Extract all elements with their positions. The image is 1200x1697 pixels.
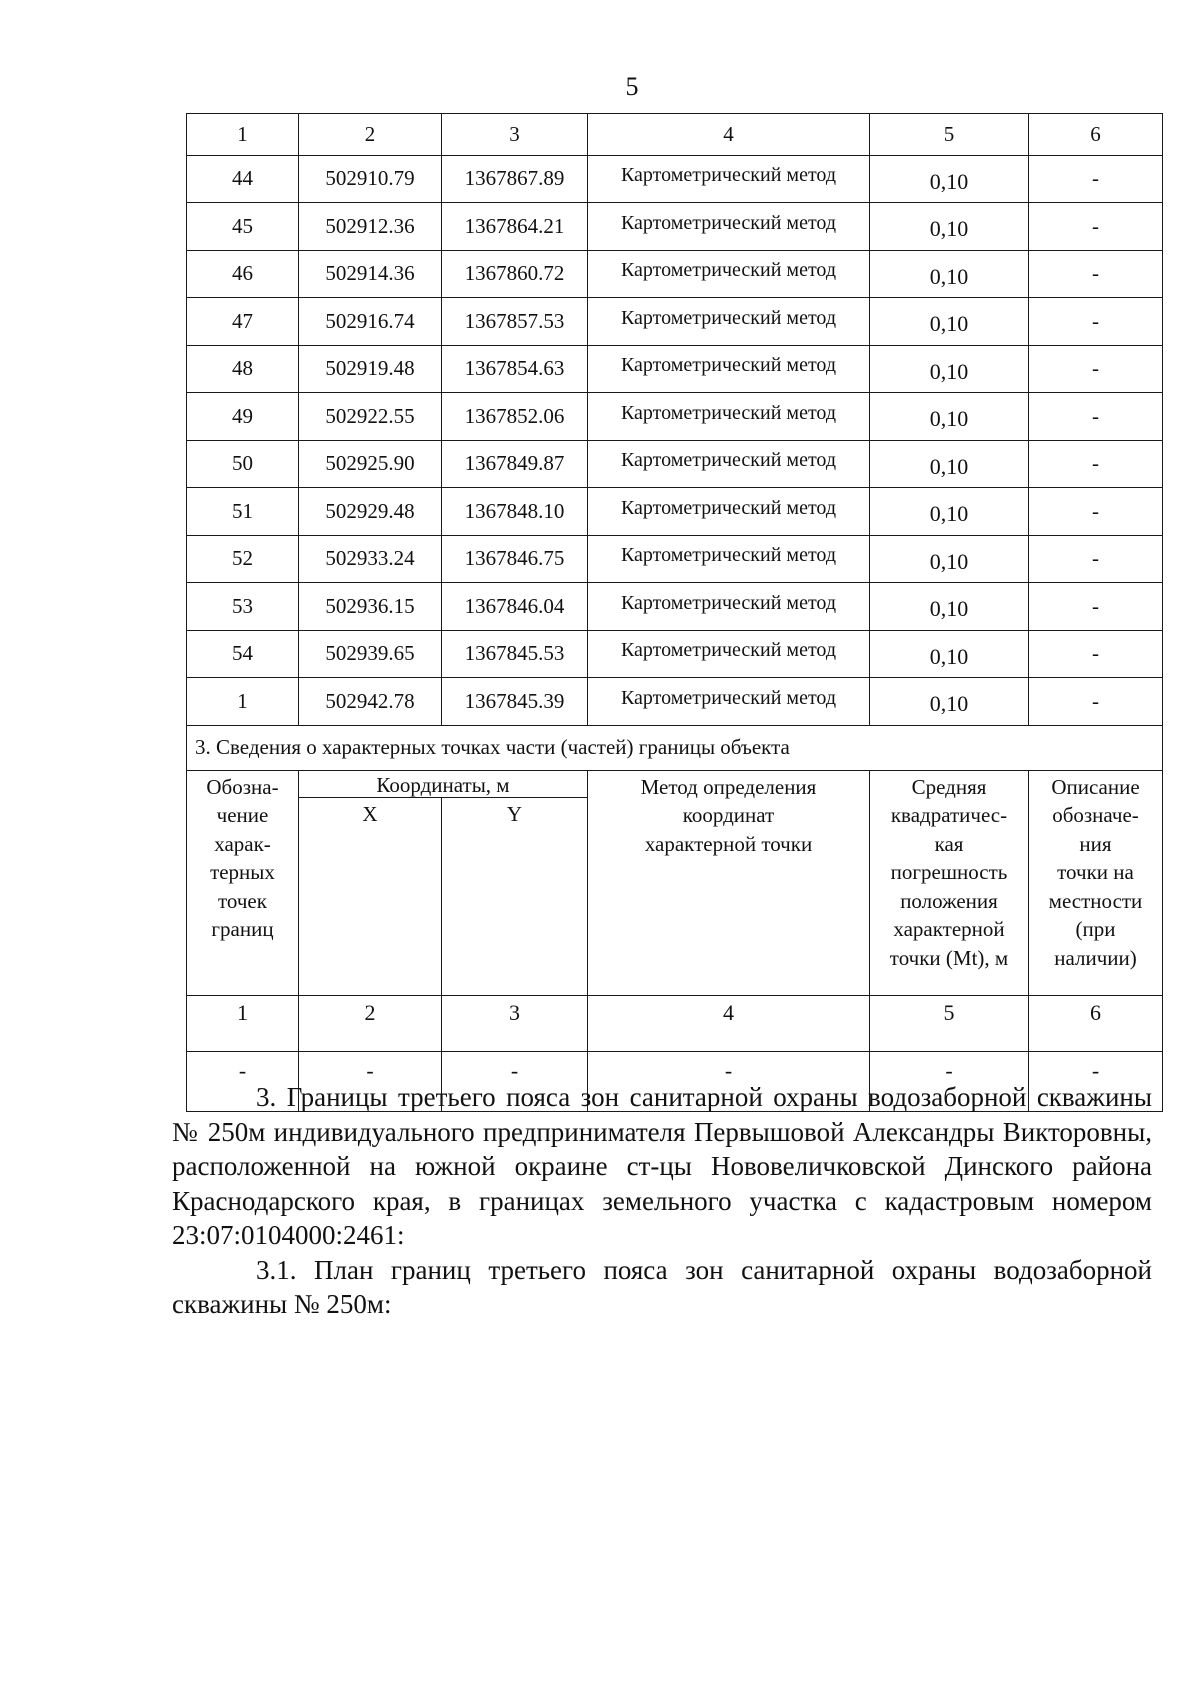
method: Картометрический метод xyxy=(588,250,870,298)
table-header-row xyxy=(187,770,1163,797)
accuracy: 0,10 xyxy=(870,630,1029,678)
description: - xyxy=(1029,250,1163,298)
table-row xyxy=(187,488,1163,536)
column-number: 6 xyxy=(1029,995,1163,1051)
paragraph: 3. Границы третьего пояса зон санитарной охраны водозаборной скважины № 250м индивидуального предпринимателя Первышовой Александры Викторовны, расположенной на южной окраине ст-цы Нововеличковской Динского района Краснодарского края, в границах земельного участка с кадастровым номером 23:07:0104000:2461: xyxy=(172,1082,1152,1250)
table-row xyxy=(187,630,1163,678)
method: Картометрический метод xyxy=(588,583,870,631)
point-number: 51 xyxy=(187,488,299,536)
accuracy: 0,10 xyxy=(870,298,1029,346)
method: Картометрический метод xyxy=(588,345,870,393)
accuracy: 0,10 xyxy=(870,393,1029,441)
empty-cell: - xyxy=(870,1051,1029,1111)
x-coordinate: 502942.78 xyxy=(299,678,442,726)
x-coordinate: 502914.36 xyxy=(299,250,442,298)
x-coordinate: 502919.48 xyxy=(299,345,442,393)
column-number: 4 xyxy=(588,114,870,156)
x-coordinate: 502910.79 xyxy=(299,155,442,203)
description: - xyxy=(1029,155,1163,203)
accuracy: 0,10 xyxy=(870,440,1029,488)
column-numbers-row xyxy=(187,114,1163,156)
accuracy: 0,10 xyxy=(870,678,1029,726)
section-title: 3. Сведения о характерных точках части (частей) границы объекта xyxy=(187,725,1163,770)
description: - xyxy=(1029,488,1163,536)
description: - xyxy=(1029,678,1163,726)
y-coordinate: 1367860.72 xyxy=(442,250,588,298)
x-coordinate: 502936.15 xyxy=(299,583,442,631)
method: Картометрический метод xyxy=(588,678,870,726)
column-number: 2 xyxy=(299,995,442,1051)
point-number: 46 xyxy=(187,250,299,298)
point-number: 44 xyxy=(187,155,299,203)
description: - xyxy=(1029,203,1163,251)
accuracy: 0,10 xyxy=(870,155,1029,203)
column-number: 5 xyxy=(870,114,1029,156)
column-number: 4 xyxy=(588,995,870,1051)
method: Картометрический метод xyxy=(588,393,870,441)
description: - xyxy=(1029,535,1163,583)
column-number: 1 xyxy=(187,114,299,156)
header-y: Y xyxy=(442,797,588,995)
x-coordinate: 502939.65 xyxy=(299,630,442,678)
column-numbers-row xyxy=(187,995,1163,1051)
accuracy: 0,10 xyxy=(870,535,1029,583)
table-row xyxy=(187,345,1163,393)
point-number: 48 xyxy=(187,345,299,393)
y-coordinate: 1367846.75 xyxy=(442,535,588,583)
header-coordinates: Координаты, м xyxy=(299,770,588,797)
point-number: 53 xyxy=(187,583,299,631)
page-number: 5 xyxy=(625,72,639,101)
x-coordinate: 502916.74 xyxy=(299,298,442,346)
point-number: 52 xyxy=(187,535,299,583)
empty-cell: - xyxy=(299,1051,442,1111)
description: - xyxy=(1029,440,1163,488)
table-row xyxy=(187,203,1163,251)
table-row xyxy=(187,440,1163,488)
x-coordinate: 502912.36 xyxy=(299,203,442,251)
x-coordinate: 502929.48 xyxy=(299,488,442,536)
section-title-row xyxy=(187,725,1163,770)
table-row xyxy=(187,535,1163,583)
column-number: 1 xyxy=(187,995,299,1051)
description: - xyxy=(1029,630,1163,678)
y-coordinate: 1367864.21 xyxy=(442,203,588,251)
table-row xyxy=(187,583,1163,631)
x-coordinate: 502933.24 xyxy=(299,535,442,583)
method: Картометрический метод xyxy=(588,488,870,536)
column-number: 3 xyxy=(442,114,588,156)
header-point-designation: Обозна- чение харак- терных точек границ xyxy=(187,770,299,995)
coordinates-table xyxy=(186,113,1163,1112)
accuracy: 0,10 xyxy=(870,488,1029,536)
header-method: Метод определения координат характерной точки xyxy=(588,770,870,995)
method: Картометрический метод xyxy=(588,203,870,251)
column-number: 3 xyxy=(442,995,588,1051)
empty-cell: - xyxy=(442,1051,588,1111)
y-coordinate: 1367857.53 xyxy=(442,298,588,346)
accuracy: 0,10 xyxy=(870,203,1029,251)
empty-cell: - xyxy=(187,1051,299,1111)
point-number: 54 xyxy=(187,630,299,678)
description: - xyxy=(1029,298,1163,346)
y-coordinate: 1367845.53 xyxy=(442,630,588,678)
method: Картометрический метод xyxy=(588,630,870,678)
table-row xyxy=(187,678,1163,726)
description: - xyxy=(1029,345,1163,393)
point-number: 1 xyxy=(187,678,299,726)
y-coordinate: 1367852.06 xyxy=(442,393,588,441)
y-coordinate: 1367849.87 xyxy=(442,440,588,488)
x-coordinate: 502925.90 xyxy=(299,440,442,488)
column-number: 2 xyxy=(299,114,442,156)
point-number: 47 xyxy=(187,298,299,346)
table-row xyxy=(187,250,1163,298)
point-number: 50 xyxy=(187,440,299,488)
x-coordinate: 502922.55 xyxy=(299,393,442,441)
method: Картометрический метод xyxy=(588,440,870,488)
method: Картометрический метод xyxy=(588,298,870,346)
method: Картометрический метод xyxy=(588,535,870,583)
y-coordinate: 1367848.10 xyxy=(442,488,588,536)
empty-cell: - xyxy=(588,1051,870,1111)
method: Картометрический метод xyxy=(588,155,870,203)
header-description: Описание обозначе- ния точки на местности (при наличии) xyxy=(1029,770,1163,995)
paragraph: 3.1. План границ третьего пояса зон санитарной охраны водозаборной скважины № 250м: xyxy=(172,1254,1152,1319)
header-x: X xyxy=(299,797,442,995)
table-row xyxy=(187,155,1163,203)
column-number: 6 xyxy=(1029,114,1163,156)
description: - xyxy=(1029,583,1163,631)
y-coordinate: 1367867.89 xyxy=(442,155,588,203)
accuracy: 0,10 xyxy=(870,583,1029,631)
column-number: 5 xyxy=(870,995,1029,1051)
y-coordinate: 1367854.63 xyxy=(442,345,588,393)
header-accuracy: Средняя квадратичес- кая погрешность положения характерной точки (Mt), м xyxy=(870,770,1029,995)
y-coordinate: 1367845.39 xyxy=(442,678,588,726)
point-number: 45 xyxy=(187,203,299,251)
empty-cell: - xyxy=(1029,1051,1163,1111)
table-row xyxy=(187,298,1163,346)
table-row xyxy=(187,393,1163,441)
point-number: 49 xyxy=(187,393,299,441)
description: - xyxy=(1029,393,1163,441)
accuracy: 0,10 xyxy=(870,250,1029,298)
body-text xyxy=(172,1080,1152,1322)
y-coordinate: 1367846.04 xyxy=(442,583,588,631)
accuracy: 0,10 xyxy=(870,345,1029,393)
